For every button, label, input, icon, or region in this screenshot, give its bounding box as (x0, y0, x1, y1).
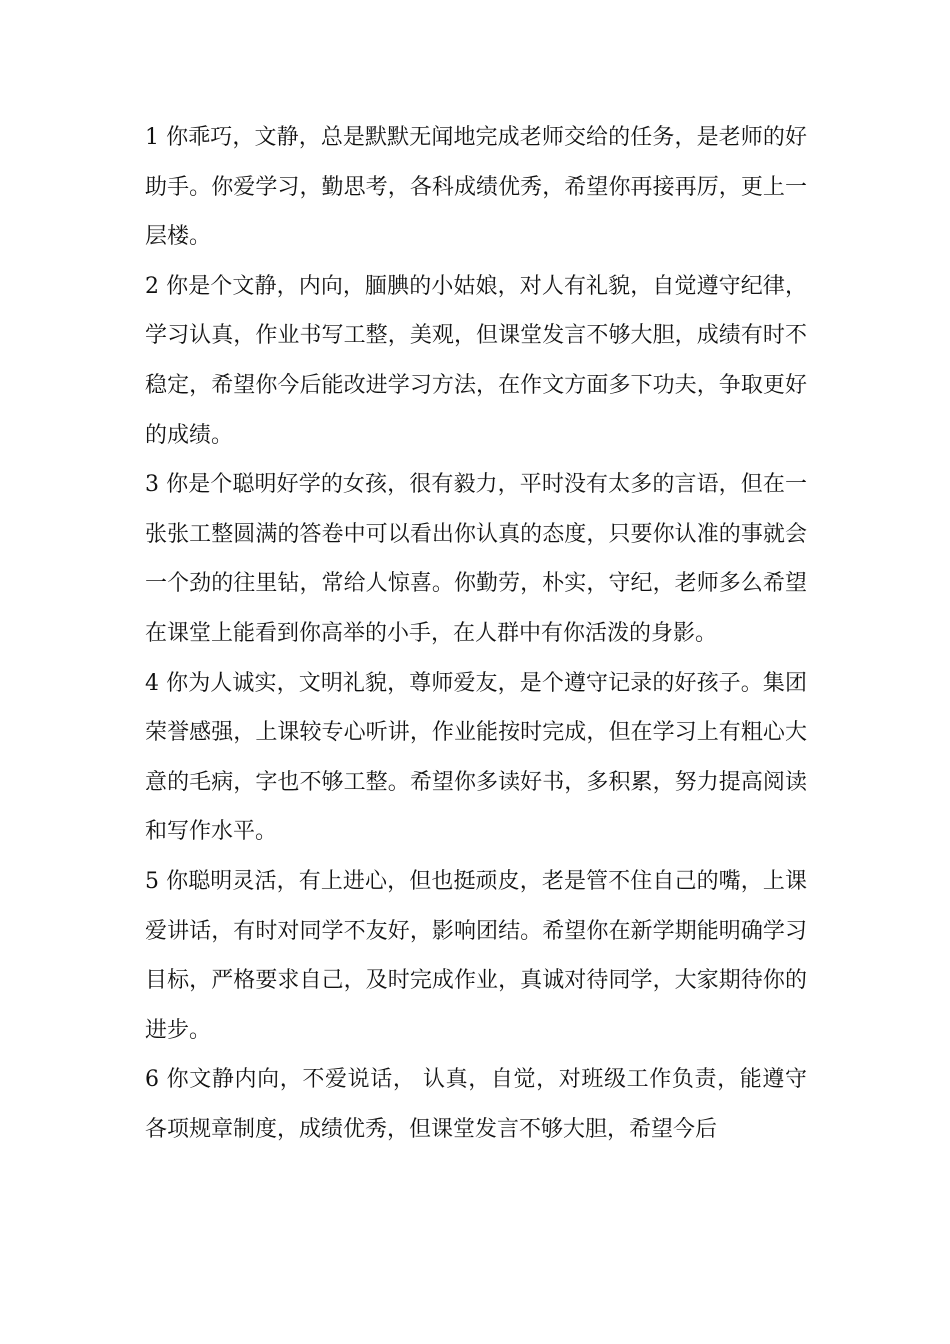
paragraph-2: 2 你是个文静，内向，腼腆的小姑娘，对人有礼貌，自觉遵守纪律，学习认真，作业书写工整，美观，但课堂发言不够大胆，成绩有时不稳定，希望你今后能改进学习方法，在作文方面多下功夫，争取更好的成绩。 (145, 273, 807, 448)
document-body (145, 113, 807, 1154)
paragraph-6: 6 你文静内向，不爱说话， 认真，自觉，对班级工作负责，能遵守各项规章制度，成绩优秀，但课堂发言不够大胆，希望今后 (145, 1067, 807, 1142)
paragraph-4: 4 你为人诚实，文明礼貌，尊师爱友，是个遵守记录的好孩子。集团荣誉感强，上课较专心听讲，作业能按时完成，但在学习上有粗心大意的毛病，字也不够工整。希望你多读好书，多积累，努力提高阅读和写作水平。 (145, 670, 807, 845)
paragraph-1: 1 你乖巧，文静，总是默默无闻地完成老师交给的任务，是老师的好助手。你爱学习，勤思考，各科成绩优秀，希望你再接再厉，更上一层楼。 (145, 125, 807, 250)
paragraph-3: 3 你是个聪明好学的女孩，很有毅力，平时没有太多的言语，但在一张张工整圆满的答卷中可以看出你认真的态度，只要你认准的事就会一个劲的往里钻，常给人惊喜。你勤劳，朴实，守纪，老师多么希望在课堂上能看到你高举的小手，在人群中有你活泼的身影。 (145, 472, 807, 646)
paragraph-5: 5 你聪明灵活，有上进心，但也挺顽皮，老是管不住自己的嘴，上课爱讲话，有时对同学不友好，影响团结。希望你在新学期能明确学习目标，严格要求自己，及时完成作业，真诚对待同学，大家期待你的进步。 (145, 868, 807, 1043)
